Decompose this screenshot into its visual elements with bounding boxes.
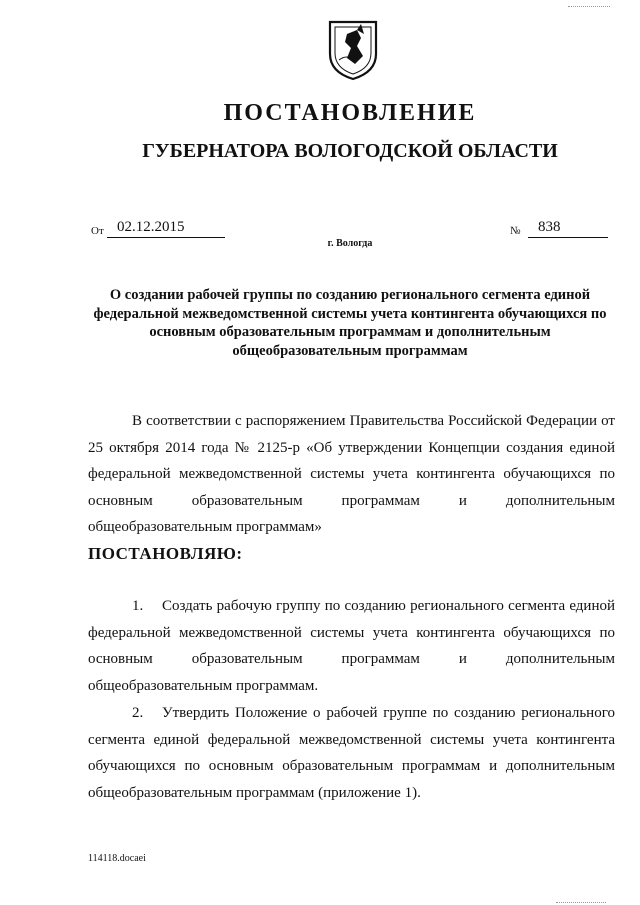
document-city: г. Вологда <box>327 238 373 249</box>
footer-filename: 114118.docaei <box>88 853 146 864</box>
item-number: 1. <box>132 598 144 614</box>
date-label: От <box>91 225 104 237</box>
decree-word: ПОСТАНОВЛЯЮ: <box>88 544 243 563</box>
item-text: Создать рабочую группу по созданию регионального сегмента единой федеральной межведомственной системы учета контингента обучающихся по основным образовательным программам и дополнительным общеобразовательным программам. <box>88 598 615 694</box>
number-label: № <box>510 225 521 237</box>
scan-mark-bottom <box>556 898 606 903</box>
document-date: 02.12.2015 <box>117 219 185 235</box>
scan-mark-top <box>568 2 610 7</box>
preamble-paragraph: В соответствии с распоряжением Правительства Российской Федерации от 25 октября 2014 года № 2125-р «Об утверждении Концепции создания единой федеральной межведомственной системы учета контингента обучающихся по основным образовательным программам и дополнительным общеобразовательным программам» <box>88 413 615 535</box>
list-item <box>88 593 615 699</box>
coat-of-arms-icon <box>327 16 379 82</box>
item-text: Утвердить Положение о рабочей группе по созданию регионального сегмента единой федеральной межведомственной системы учета контингента обучающихся по основным образовательным программам и дополнительным общеобразовательным программам (приложение 1). <box>88 705 615 801</box>
document-authority: ГУБЕРНАТОРА ВОЛОГОДСКОЙ ОБЛАСТИ <box>142 140 558 162</box>
document-heading: О создании рабочей группы по созданию регионального сегмента единой федеральной межведомственной системы учета контингента обучающихся по основным образовательным программам и дополнительным общеобразовательным программам <box>93 287 607 359</box>
item-number: 2. <box>132 705 144 721</box>
document-title: ПОСТАНОВЛЕНИЕ <box>223 100 477 126</box>
document-number: 838 <box>538 219 561 235</box>
list-item <box>88 700 615 806</box>
